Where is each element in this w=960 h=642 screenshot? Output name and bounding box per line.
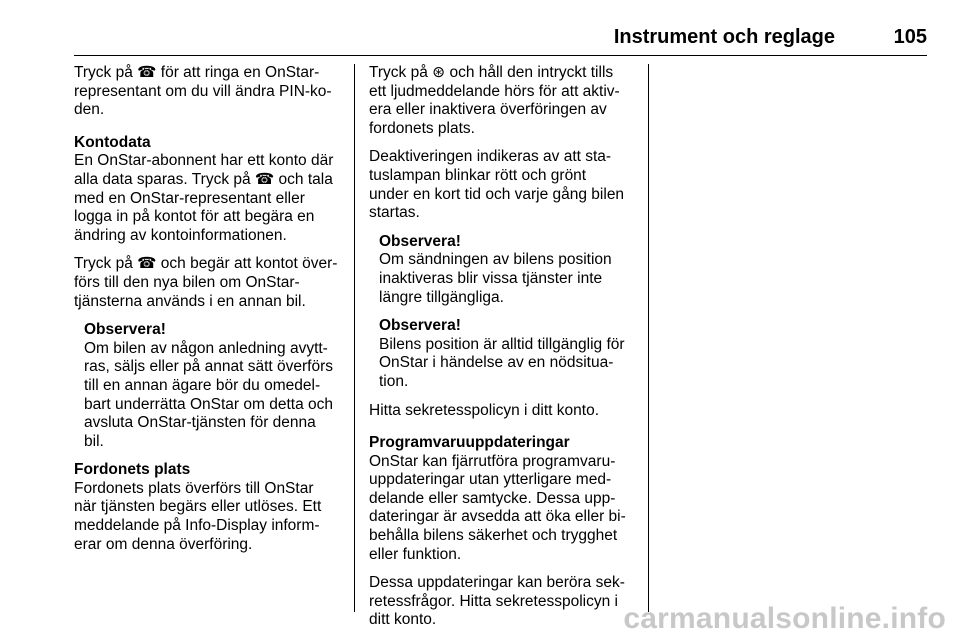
text-line: Tryck på ☎ för att ringa en OnStar- bbox=[74, 64, 320, 81]
text-line: bil. bbox=[84, 432, 104, 450]
page-title: Instrument och reglage bbox=[613, 26, 835, 48]
paragraph bbox=[369, 148, 637, 222]
text-line: erar om denna överföring. bbox=[74, 535, 253, 553]
text-line: avsluta OnStar-tjänsten för denna bbox=[84, 414, 316, 432]
header-rule bbox=[74, 55, 927, 56]
text-line: Om sändningen av bilens position bbox=[379, 251, 612, 269]
note-title: Observera! bbox=[379, 317, 461, 335]
text-line: era eller inaktivera överföringen av bbox=[369, 101, 607, 119]
section-programvaruuppdateringar bbox=[369, 434, 637, 564]
column-divider-right bbox=[648, 64, 649, 612]
text-line: ändring av kontoinformationen. bbox=[74, 226, 287, 244]
section-heading: Kontodata bbox=[74, 133, 151, 151]
section-kontodata bbox=[74, 134, 342, 246]
paragraph bbox=[74, 255, 342, 311]
page-header bbox=[74, 26, 927, 56]
text-line: alla data sparas. Tryck på ☎ och tala bbox=[74, 170, 333, 188]
text-line: Dessa uppdateringar kan beröra sek- bbox=[369, 574, 625, 592]
text-line: Fordonets plats överförs till OnStar bbox=[74, 479, 314, 497]
text-line: ditt konto. bbox=[369, 611, 437, 629]
text-line: ett ljudmeddelande hörs för att aktiv- bbox=[369, 82, 620, 100]
text-line: eller funktion. bbox=[369, 545, 462, 563]
text-line: representant om du vill ändra PIN-ko- bbox=[74, 82, 332, 100]
text-line: uppdateringar utan ytterligare med- bbox=[369, 471, 612, 489]
text-line: med en OnStar-representant eller bbox=[74, 189, 305, 207]
text-line: delande eller samtycke. Dessa upp- bbox=[369, 489, 616, 507]
text-line: inaktiveras blir vissa tjänster inte bbox=[379, 269, 603, 287]
paragraph bbox=[74, 64, 342, 120]
text-line: En OnStar-abonnent har ett konto där bbox=[74, 152, 334, 170]
text-line: tion. bbox=[379, 372, 409, 390]
text-line: startas. bbox=[369, 204, 420, 222]
text-line: förs till den nya bilen om OnStar- bbox=[74, 273, 300, 291]
note-box bbox=[379, 233, 637, 307]
text-line: Deaktiveringen indikeras av att sta- bbox=[369, 148, 612, 166]
text-line: OnStar i händelse av en nödsitua- bbox=[379, 354, 614, 372]
text-line: behålla bilens säkerhet och trygghet bbox=[369, 527, 618, 545]
paragraph bbox=[369, 574, 637, 630]
section-fordonets-plats bbox=[74, 461, 342, 554]
text-line: tuslampan blinkar rött och grönt bbox=[369, 166, 587, 184]
column-1 bbox=[74, 64, 342, 564]
text-line: meddelande på Info-Display inform- bbox=[74, 517, 320, 535]
text-line: dateringar är avsedda att öka eller bi- bbox=[369, 508, 626, 526]
note-box bbox=[84, 321, 342, 451]
text-line: retessfrågor. Hitta sekretesspolicyn i bbox=[369, 592, 618, 610]
text-line: OnStar kan fjärrutföra programvaru- bbox=[369, 452, 616, 470]
text-line: logga in på kontot för att begära en bbox=[74, 208, 315, 226]
text-line: till en annan ägare bör du omedel- bbox=[84, 376, 321, 394]
note-title: Observera! bbox=[379, 232, 461, 250]
text-line: när tjänsten begärs eller utlöses. Ett bbox=[74, 498, 322, 516]
note-box bbox=[379, 317, 637, 391]
section-heading: Fordonets plats bbox=[74, 461, 191, 479]
text-line: den. bbox=[74, 101, 105, 119]
paragraph bbox=[369, 402, 637, 421]
text-line: längre tillgängliga. bbox=[379, 288, 504, 306]
text-line: tjänsterna används i en annan bil. bbox=[74, 292, 306, 310]
paragraph bbox=[369, 64, 637, 138]
section-heading: Programvaruuppdateringar bbox=[369, 434, 570, 452]
note-title: Observera! bbox=[84, 321, 166, 339]
text-line: fordonets plats. bbox=[369, 119, 475, 137]
column-divider-left bbox=[354, 64, 355, 612]
text-line: Bilens position är alltid tillgänglig för bbox=[379, 335, 625, 353]
text-line: Tryck på ⊛ och håll den intryckt tills bbox=[369, 64, 614, 81]
text-line: Om bilen av någon anledning avytt- bbox=[84, 339, 328, 357]
text-line: bart underrätta OnStar om detta och bbox=[84, 395, 333, 413]
text-line: Hitta sekretesspolicyn i ditt konto. bbox=[369, 401, 600, 419]
watermark: carmanualsonline.info bbox=[623, 602, 946, 635]
text-line: under en kort tid och varje gång bilen bbox=[369, 185, 625, 203]
text-line: ras, säljs eller på annat sätt överförs bbox=[84, 358, 333, 376]
text-line: Tryck på ☎ och begär att kontot över- bbox=[74, 255, 338, 273]
page-number: 105 bbox=[893, 26, 927, 48]
column-2 bbox=[369, 64, 637, 640]
